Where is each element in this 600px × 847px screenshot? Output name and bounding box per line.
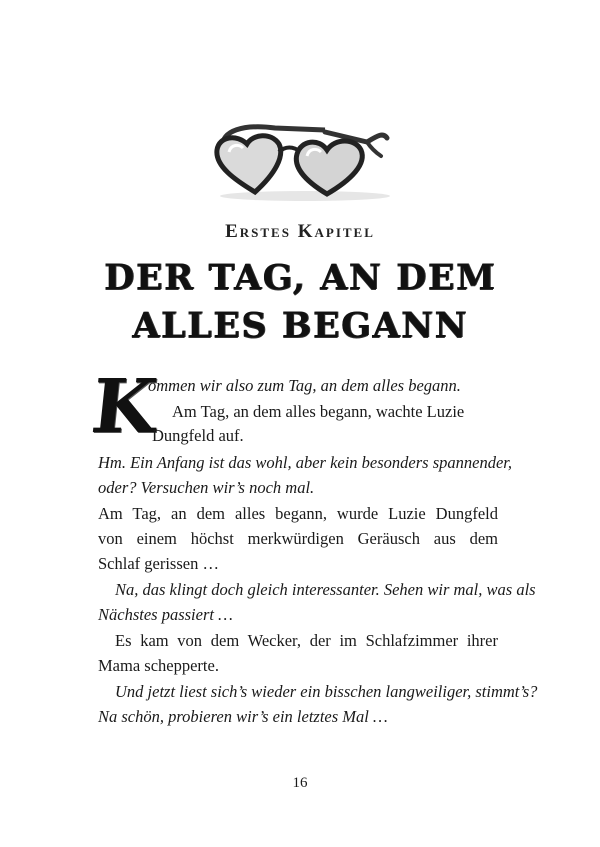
page-number: 16 [292,775,308,791]
body-line: Es kam von dem Wecker, der im Schlafzimmer ihrer [115,631,498,650]
body-line: Na schön, probieren wir’s ein letztes Mal … [98,707,388,726]
body-line: Dungfeld auf. [152,426,244,445]
chapter-title-line-2: ALLES BEGANN [132,305,468,346]
body-line: Am Tag, an dem alles begann, wachte Luzie [172,402,465,421]
body-line: oder? Versuchen wir’s noch mal. [98,478,315,497]
chapter-title-line-1: DER TAG, AN DEM [103,257,497,298]
body-line: von einem höchst merkwürdigen Geräusch aus dem [98,529,498,548]
body-line: Hm. Ein Anfang ist das wohl, aber kein besonders spannender, [98,453,513,472]
chapter-label: Erstes Kapitel [225,221,375,242]
body-line: Und jetzt liest sich’s wieder ein bisschen langweiliger, stimmt’s? [115,682,538,701]
body-line: Na, das klingt doch gleich interessanter. Sehen wir mal, was als [115,580,536,599]
body-line: Nächstes passiert … [98,605,233,624]
body-line: Am Tag, an dem alles begann, wurde Luzie Dungfeld [98,504,498,523]
body-line: Mama schepperte. [98,656,219,675]
chapter-title [0,254,600,350]
body-line: ommen wir also zum Tag, an dem alles begann. [148,376,461,395]
drop-cap: K [87,364,161,450]
heart-sunglasses-illustration [205,118,400,203]
body-line: Schlaf gerissen … [98,554,219,573]
